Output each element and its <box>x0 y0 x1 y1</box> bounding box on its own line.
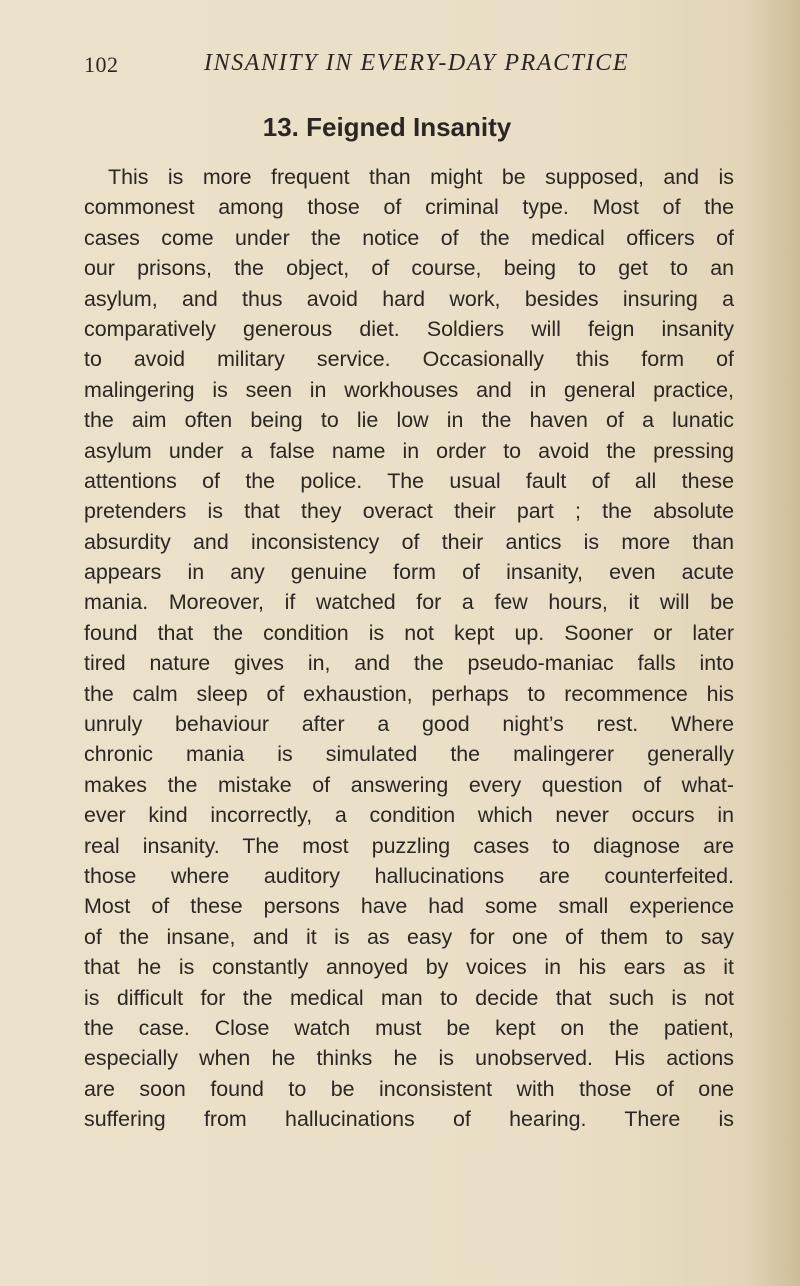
text-line: comparatively generous diet. Soldiers will feign insanity <box>84 316 734 341</box>
text-line: makes the mistake of answering every question of what- <box>84 772 734 797</box>
text-line: asylum, and thus avoid hard work, besides insuring a <box>84 286 734 311</box>
text-line: chronic mania is simulated the malingerer generally <box>84 742 734 767</box>
text-line: suffering from hallucinations of hearing. There is <box>84 1107 734 1132</box>
text-line: attentions of the police. The usual fault of all these <box>84 468 734 493</box>
text-line: the calm sleep of exhaustion, perhaps to recommence his <box>84 681 734 706</box>
text-line: the case. Close watch must be kept on the patient, <box>84 1015 734 1040</box>
text-line: unruly behaviour after a good night’s rest. Where <box>84 712 734 737</box>
text-line: real insanity. The most puzzling cases to diagnose are <box>84 833 734 858</box>
running-title: INSANITY IN EVERY-DAY PRACTICE <box>204 50 630 76</box>
text-line: ever kind incorrectly, a condition which never occurs in <box>84 803 734 828</box>
section-title <box>0 112 800 143</box>
text-line: pretenders is that they overact their part ; the absolute <box>84 499 734 524</box>
text-line: This is more frequent than might be supposed, and is <box>108 165 734 189</box>
text-line: the aim often being to lie low in the haven of a lunatic <box>84 408 734 433</box>
text-line: mania. Moreover, if watched for a few hours, it will be <box>84 590 734 615</box>
text-line: Most of these persons have had some small experience <box>84 894 734 919</box>
text-line: commonest among those of criminal type. Most of the <box>84 195 734 220</box>
text-line: cases come under the notice of the medical officers of <box>84 225 734 250</box>
text-line: our prisons, the object, of course, being to get to an <box>84 256 734 281</box>
text-line: found that the condition is not kept up. Sooner or later <box>84 620 734 645</box>
text-line: of the insane, and it is as easy for one of them to say <box>84 924 734 949</box>
section-title-text: 13. Feigned Insanity <box>262 112 512 142</box>
body-paragraph <box>84 162 734 1135</box>
text-line: are soon found to be inconsistent with those of one <box>84 1076 734 1101</box>
text-line: that he is constantly annoyed by voices in his ears as it <box>84 955 734 980</box>
text-line: absurdity and inconsistency of their antics is more than <box>84 529 734 554</box>
text-line: malingering is seen in workhouses and in general practice, <box>84 377 734 402</box>
text-line: asylum under a false name in order to avoid the pressing <box>84 438 734 463</box>
text-line: those where auditory hallucinations are counterfeited. <box>84 863 734 888</box>
page-number: 102 <box>84 52 119 77</box>
text-line: especially when he thinks he is unobserved. His actions <box>84 1046 734 1071</box>
text-line: to avoid military service. Occasionally this form of <box>84 347 734 372</box>
text-line: is difficult for the medical man to decide that such is not <box>84 985 734 1010</box>
running-head <box>0 52 800 82</box>
text-line: appears in any genuine form of insanity, even acute <box>84 560 734 585</box>
text-line: tired nature gives in, and the pseudo-maniac falls into <box>84 651 734 676</box>
